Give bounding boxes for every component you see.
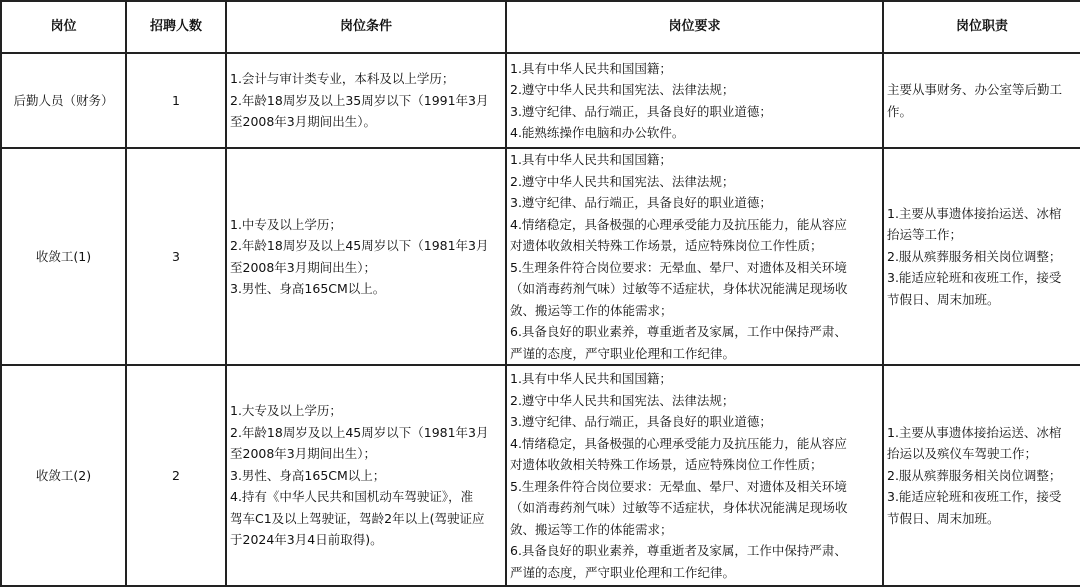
requirements-line: 对遗体收敛相关特殊工作场景，适应特殊岗位工作性质；: [510, 238, 823, 253]
requirements-line: 5.生理条件符合岗位要求：无晕血、晕尸、对遗体及相关环境: [510, 478, 847, 494]
header-row: [1, 1, 1080, 53]
conditions-line: 至2008年3月期间出生）；: [230, 446, 377, 462]
conditions-line: 至2008年3月期间出生）；: [230, 259, 377, 275]
conditions-line: 4.持有《中华人民共和国机动车驾驶证》，准: [230, 489, 474, 505]
duties-line: 3.能适应轮班和夜班工作，接受: [887, 489, 1062, 505]
conditions-line: 3.男性、身高165CM以上；: [230, 467, 386, 483]
conditions-line: 至2008年3月期间出生）。: [230, 114, 377, 130]
duties-line: 1.主要从事遗体接抬运送、冰棺: [887, 205, 1062, 221]
cell-duties: [883, 148, 1080, 365]
cell-requirements: [506, 53, 883, 148]
conditions-line: 驾车C1及以上驾驶证，驾龄2年以上(驾驶证应: [230, 510, 485, 526]
table-row: [1, 148, 1080, 365]
requirements-line: 2.遵守中华人民共和国宪法、法律法规；: [510, 82, 735, 97]
requirements-line: 严谨的态度，严守职业伦理和工作纪律。: [510, 345, 736, 361]
table-row: [1, 53, 1080, 148]
duties-line: 抬运等工作；: [887, 227, 963, 243]
cell-position: 收敛工(1): [1, 148, 126, 365]
header-position: 岗位: [1, 1, 126, 53]
cell-duties: [883, 53, 1080, 148]
requirements-line: 6.具备良好的职业素养，尊重逝者及家属，工作中保持严肃、: [510, 543, 847, 558]
duties-line: 抬运以及殡仪车驾驶工作；: [887, 446, 1038, 462]
conditions-line: 2.年龄18周岁及以上45周岁以下（1981年3月: [230, 424, 489, 440]
cell-count: 2: [126, 365, 226, 586]
cell-conditions: [226, 148, 506, 365]
requirements-line: 1.具有中华人民共和国国籍；: [510, 60, 672, 76]
conditions-line: 1.中专及以上学历；: [230, 216, 342, 232]
duties-line: 节假日、周末加班。: [887, 510, 1000, 526]
requirements-line: 敛、搬运等工作的体能需求；: [510, 302, 673, 318]
conditions-line: 于2024年3月4日前取得)。: [230, 532, 383, 548]
requirements-line: 对遗体收敛相关特殊工作场景，适应特殊岗位工作性质；: [510, 457, 823, 472]
requirements-line: 6.具备良好的职业素养，尊重逝者及家属，工作中保持严肃、: [510, 324, 847, 339]
duties-line: 2.服从殡葬服务相关岗位调整；: [887, 248, 1062, 264]
requirements-line: 3.遵守纪律、品行端正，具备良好的职业道德；: [510, 103, 772, 119]
cell-requirements: [506, 365, 883, 586]
cell-conditions: [226, 365, 506, 586]
header-duties: 岗位职责: [883, 1, 1080, 53]
requirements-line: （如消毒药剂气味）过敏等不适症状，身体状况能满足现场收: [510, 500, 848, 515]
table-row: [1, 365, 1080, 586]
duties-line: 节假日、周末加班。: [887, 291, 1000, 307]
duties-line: 主要从事财务、办公室等后勤工: [887, 82, 1063, 97]
cell-requirements: [506, 148, 883, 365]
conditions-line: 2.年龄18周岁及以上45周岁以下（1981年3月: [230, 238, 489, 253]
requirements-line: 3.遵守纪律、品行端正，具备良好的职业道德；: [510, 195, 772, 210]
requirements-line: 3.遵守纪律、品行端正，具备良好的职业道德；: [510, 414, 772, 429]
requirements-line: 4.情绪稳定，具备极强的心理承受能力及抗压能力，能从容应: [510, 216, 847, 232]
conditions-line: 1.会计与审计类专业，本科及以上学历；: [230, 71, 455, 87]
cell-count: 1: [126, 53, 226, 148]
requirements-line: 4.能熟练操作电脑和办公软件。: [510, 125, 685, 140]
requirements-line: 严谨的态度，严守职业伦理和工作纪律。: [510, 564, 736, 580]
conditions-line: 3.男性、身高165CM以上。: [230, 281, 386, 296]
requirements-line: 4.情绪稳定，具备极强的心理承受能力及抗压能力，能从容应: [510, 435, 847, 451]
header-requirements: 岗位要求: [506, 1, 883, 53]
cell-position: 后勤人员（财务）: [1, 53, 126, 148]
cell-duties: [883, 365, 1080, 586]
duties-line: 2.服从殡葬服务相关岗位调整；: [887, 467, 1062, 483]
cell-conditions: [226, 53, 506, 148]
cell-count: 3: [126, 148, 226, 365]
requirements-line: （如消毒药剂气味）过敏等不适症状，身体状况能满足现场收: [510, 281, 848, 296]
requirements-line: 1.具有中华人民共和国国籍；: [510, 152, 672, 167]
requirements-line: 敛、搬运等工作的体能需求；: [510, 521, 673, 537]
duties-line: 3.能适应轮班和夜班工作，接受: [887, 270, 1062, 286]
header-count: 招聘人数: [126, 1, 226, 53]
requirements-line: 1.具有中华人民共和国国籍；: [510, 371, 672, 386]
requirements-line: 2.遵守中华人民共和国宪法、法律法规；: [510, 173, 735, 189]
conditions-line: 1.大专及以上学历；: [230, 403, 342, 419]
requirements-line: 2.遵守中华人民共和国宪法、法律法规；: [510, 392, 735, 408]
duties-line: 1.主要从事遗体接抬运送、冰棺: [887, 424, 1062, 440]
requirements-line: 5.生理条件符合岗位要求：无晕血、晕尸、对遗体及相关环境: [510, 259, 847, 275]
header-conditions: 岗位条件: [226, 1, 506, 53]
cell-position: 收敛工(2): [1, 365, 126, 586]
duties-line: 作。: [887, 103, 913, 119]
conditions-line: 2.年龄18周岁及以上35周岁以下（1991年3月: [230, 92, 489, 108]
